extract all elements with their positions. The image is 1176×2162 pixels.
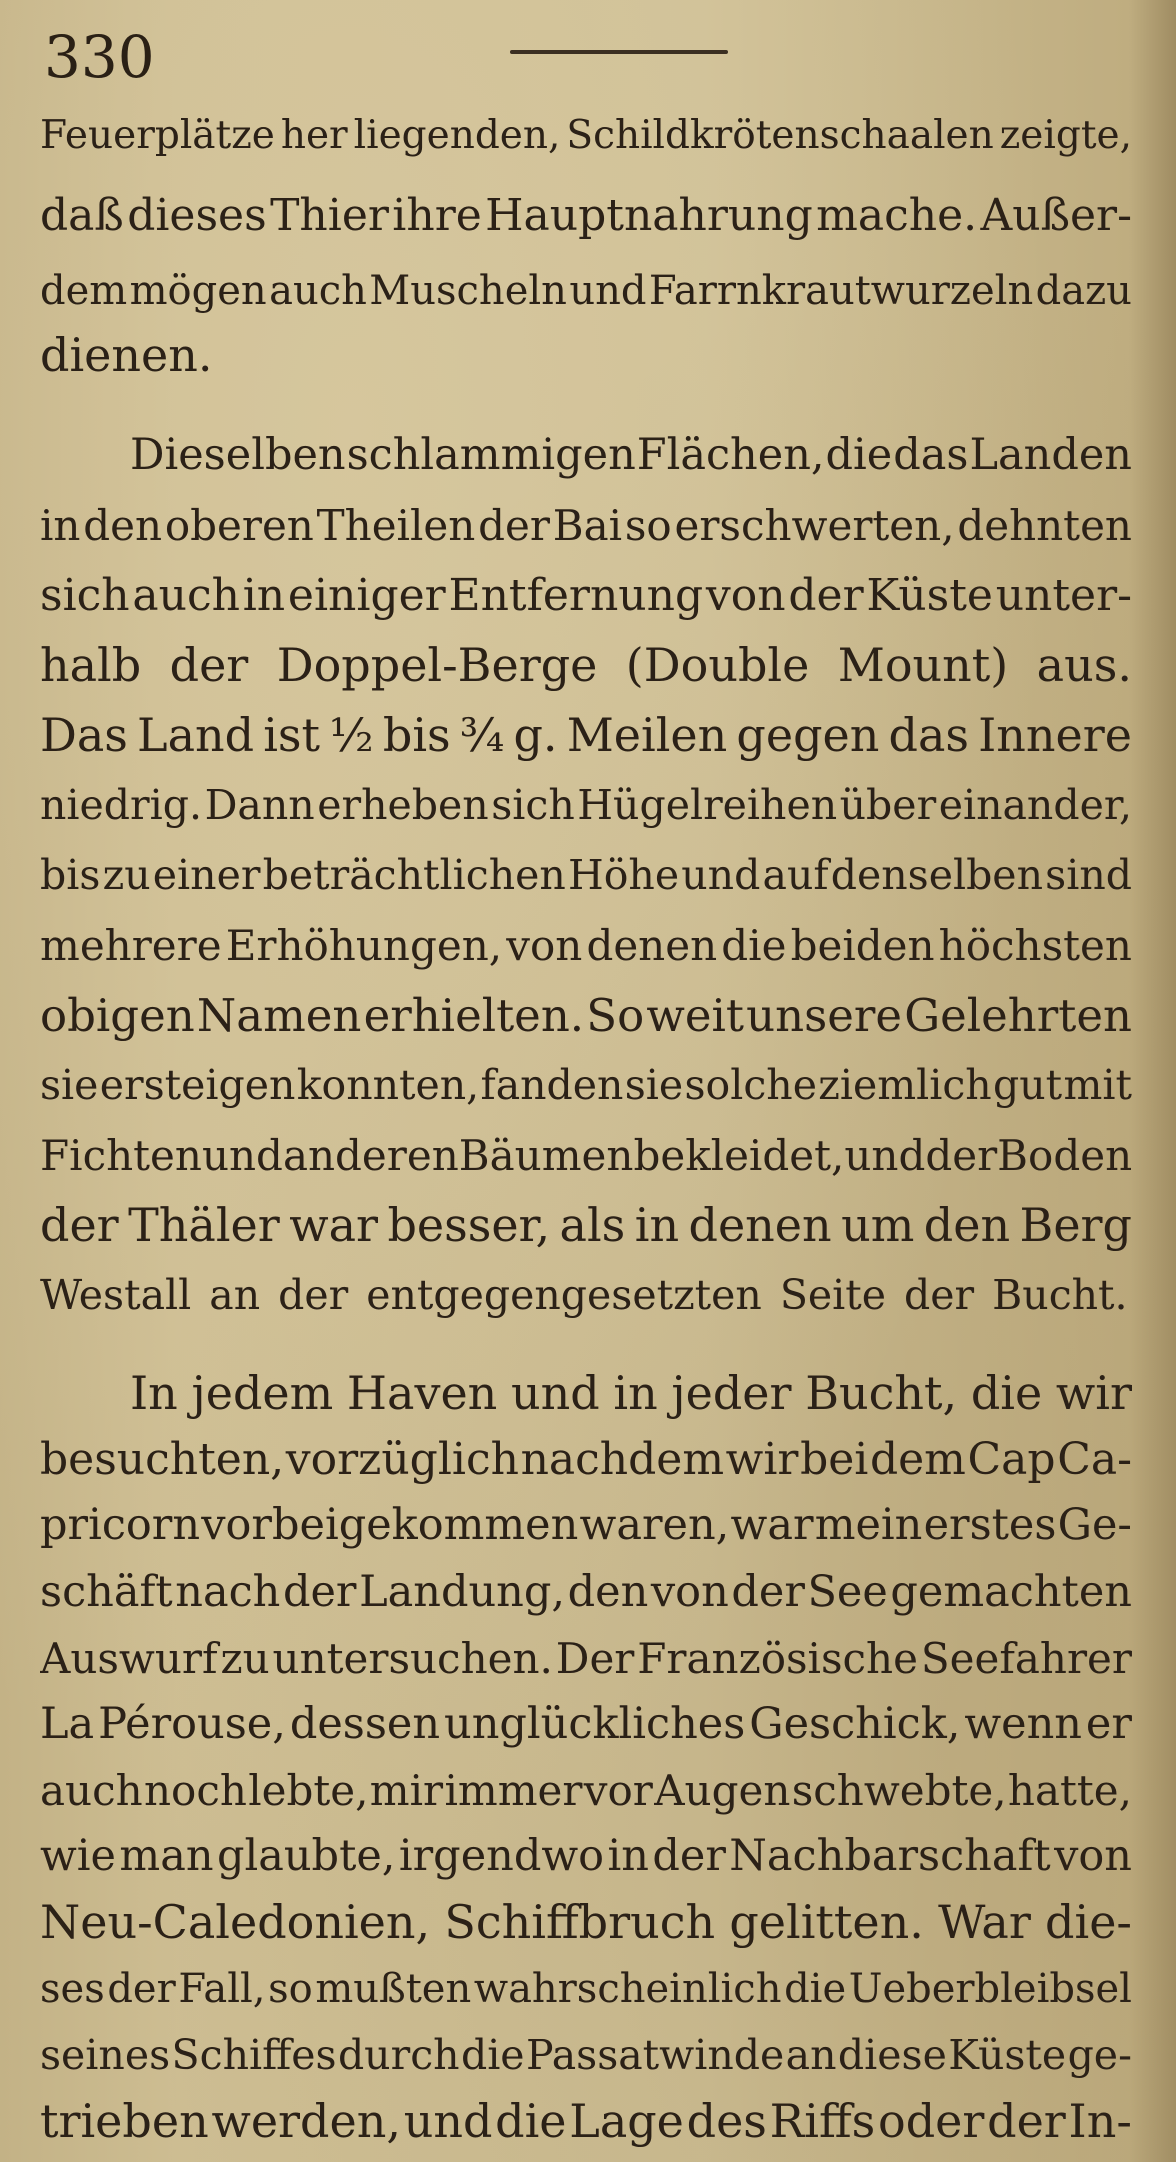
word: schwebte, (791, 1765, 1007, 1815)
word: Meilen (566, 708, 728, 762)
word: ½ (329, 708, 374, 762)
word: mir (369, 1765, 444, 1815)
word: Bucht. (992, 1271, 1128, 1319)
word: mehrere (40, 920, 222, 970)
word: als (559, 1198, 626, 1252)
word: entgegengesetzten (366, 1271, 762, 1319)
word: dem (40, 268, 128, 314)
word: auch (40, 1765, 143, 1815)
word: bis (382, 708, 451, 762)
word: dessen (289, 1699, 441, 1749)
word: so (624, 500, 672, 550)
word: oberen (164, 500, 314, 550)
word: der (169, 638, 249, 692)
word: sich (491, 781, 575, 829)
text-line (40, 2022, 1132, 2088)
text-line (40, 560, 1132, 630)
word: niedrig. (40, 781, 203, 829)
word: ¾ (459, 708, 505, 762)
word: Neu-Caledonien, (40, 1895, 431, 1949)
word: der (788, 569, 864, 621)
word: Thäler (128, 1198, 280, 1252)
word: beiden (790, 920, 935, 970)
word: daß (40, 189, 124, 241)
word: ziemlich (818, 1061, 992, 1109)
word: Dieselben (130, 430, 346, 480)
word: mein (814, 1500, 923, 1550)
word: bis (40, 851, 101, 899)
word: wir (725, 1433, 799, 1485)
word: einander, (938, 781, 1132, 829)
word: La (40, 1699, 95, 1749)
word: g. (513, 708, 558, 762)
word: wahrscheinlich (473, 1966, 782, 2012)
word: Dann (204, 781, 315, 829)
word: nachdem (520, 1433, 725, 1485)
word: Lage (569, 2094, 684, 2148)
text-line (40, 1757, 1132, 1823)
word: der (731, 1567, 805, 1617)
word: Doppel-Berge (276, 638, 598, 692)
word: die (970, 1366, 1043, 1420)
word: vorbeigekommen (201, 1500, 579, 1550)
word: die (721, 920, 787, 970)
word: Pérouse, (98, 1699, 286, 1749)
word: Schiffes (171, 2031, 337, 2079)
word: er (1085, 1699, 1132, 1749)
word: denen (586, 920, 718, 970)
word: konnten, (296, 1061, 480, 1109)
word: Innere (978, 708, 1132, 762)
word: dieses (127, 189, 267, 241)
word: den (567, 1567, 649, 1617)
text-line (40, 630, 1132, 700)
word: mußten (315, 1966, 472, 2012)
word: waren, (579, 1500, 730, 1550)
word: und (201, 1130, 283, 1180)
word: vor (583, 1765, 653, 1815)
word: war (730, 1500, 814, 1550)
word: Seefahrer (920, 1633, 1132, 1683)
word: Ueberbleibsel (848, 1966, 1132, 2012)
word: Berg (1019, 1198, 1132, 1252)
word: einiger (287, 569, 446, 621)
word: ge- (1067, 2031, 1132, 2079)
word: und (844, 1130, 926, 1180)
word: zu (220, 1633, 270, 1683)
word: der (987, 2094, 1066, 2148)
word: in (613, 1366, 658, 1420)
word: der (652, 1831, 726, 1881)
word: wenn (964, 1699, 1082, 1749)
text-line (40, 1823, 1132, 1889)
word: pricorn (40, 1500, 201, 1550)
word: unglückliches (444, 1699, 746, 1749)
text-line (40, 1426, 1132, 1492)
word: denen (688, 1198, 832, 1252)
word: schlammigen (346, 430, 636, 480)
word: Bucht, (805, 1366, 958, 1420)
word: über (839, 781, 937, 829)
word: der (282, 1567, 357, 1617)
word: und (403, 2094, 493, 2148)
text-line (40, 1956, 1132, 2022)
text-line (40, 256, 1132, 326)
word: Bai (552, 500, 623, 550)
word: Fichten (40, 1130, 202, 1180)
word: Landen (969, 430, 1132, 480)
word: dazu (1035, 268, 1132, 314)
word: trieben (40, 2094, 209, 2148)
word: die (460, 2031, 525, 2079)
word: her (280, 112, 348, 158)
word: erschwerten, (674, 500, 955, 550)
word: wir (1055, 1366, 1132, 1420)
word: den (83, 500, 163, 550)
word: anderen (282, 1130, 459, 1180)
word: Seite (779, 1271, 887, 1319)
word: und (681, 851, 761, 899)
word: unsere (746, 988, 903, 1042)
word: diese (837, 2031, 947, 2079)
word: das (893, 430, 969, 480)
word: Namen (196, 988, 362, 1042)
text-line (40, 490, 1132, 560)
word: Der (555, 1633, 635, 1683)
word: bekleidet, (633, 1130, 845, 1180)
word: erstes (923, 1500, 1057, 1550)
word: vorzüglich (285, 1433, 519, 1485)
word: nach (175, 1567, 281, 1617)
word: Französische (637, 1633, 918, 1683)
word: an (785, 2031, 837, 2079)
word: und (569, 268, 647, 314)
word: um (841, 1198, 915, 1252)
word: der (107, 1966, 176, 2012)
word: solche (684, 1061, 817, 1109)
word: dehnten (957, 500, 1132, 550)
text-line (40, 1120, 1132, 1190)
word: jedem (191, 1366, 334, 1420)
word: Höhe (567, 851, 680, 899)
word: einer (152, 851, 261, 899)
text-line (40, 180, 1132, 250)
word: Fall, (178, 1966, 266, 2012)
word: obigen (40, 988, 195, 1042)
word: sind (1045, 851, 1132, 899)
word: durch (337, 2031, 460, 2079)
word: liegenden, (353, 112, 561, 158)
word: Haven (346, 1366, 498, 1420)
word: erhielten. (363, 988, 585, 1042)
word: mit (1063, 1061, 1132, 1109)
word: der (40, 1198, 119, 1252)
word: des (686, 2094, 767, 2148)
header-rule (510, 50, 728, 54)
text-line (40, 840, 1132, 910)
word: Erhöhungen, (225, 920, 503, 970)
word: Passatwinde (525, 2031, 785, 2079)
word: von (1054, 1831, 1132, 1881)
word: man (119, 1831, 214, 1881)
word: hatte, (1007, 1765, 1132, 1815)
word: Land (137, 708, 255, 762)
word: Westall (40, 1271, 192, 1319)
word: zeigte, (999, 112, 1132, 158)
word: Thier (270, 189, 389, 241)
word: die (784, 1966, 847, 2012)
word: jeder (671, 1366, 792, 1420)
text-line (40, 1260, 1132, 1330)
word: Boden (997, 1130, 1132, 1180)
word: die (495, 2094, 567, 2148)
word: beträchtlichen (262, 851, 566, 899)
text-line (40, 1691, 1132, 1757)
word: werden, (211, 2094, 401, 2148)
word: irgendwo (398, 1831, 605, 1881)
word: (Double (625, 638, 810, 692)
word: der (904, 1271, 975, 1319)
word: Ca- (1057, 1433, 1132, 1485)
word: besser, (387, 1198, 551, 1252)
text-line (40, 1190, 1132, 1260)
word: die (825, 430, 893, 480)
text-line (40, 320, 1132, 390)
word: Entfernung (448, 569, 704, 621)
page-number: 330 (44, 23, 155, 91)
word: dienen. (40, 328, 213, 382)
text-line (40, 910, 1132, 980)
word: unter- (995, 569, 1132, 621)
word: und (510, 1366, 600, 1420)
word: erheben (317, 781, 489, 829)
word: Flächen, (636, 430, 825, 480)
word: sie (40, 1061, 99, 1109)
word: von (506, 920, 583, 970)
text-line (40, 1360, 1132, 1426)
word: Augen (654, 1765, 791, 1815)
word: dem (869, 1433, 966, 1485)
word: die- (1045, 1895, 1132, 1949)
word: Schiffbruch (444, 1895, 716, 1949)
word: In (130, 1366, 178, 1420)
word: war (289, 1198, 378, 1252)
word: aus. (1036, 638, 1132, 692)
word: Nachbarschaft (729, 1831, 1051, 1881)
text-line (40, 770, 1132, 840)
word: schäft (40, 1567, 173, 1617)
word: gemachten (890, 1567, 1132, 1617)
text-line (40, 1889, 1132, 1955)
text-line (40, 980, 1132, 1050)
text-line (40, 1559, 1132, 1625)
word: auch (132, 569, 240, 621)
word: von (705, 569, 786, 621)
word: seines (40, 2031, 171, 2079)
word: ersteigen (99, 1061, 296, 1109)
text-line (40, 1625, 1132, 1691)
word: den (923, 1198, 1011, 1252)
word: der (925, 1130, 998, 1180)
word: zu (102, 851, 151, 899)
word: Mount) (837, 638, 1009, 692)
word: untersuchen. (272, 1633, 553, 1683)
word: Feuerplätze (40, 112, 275, 158)
word: Riffs (769, 2094, 876, 2148)
word: in (607, 1831, 649, 1881)
text-line (40, 1050, 1132, 1120)
text-line (40, 700, 1132, 770)
word: denselben (830, 851, 1043, 899)
word: so (268, 1966, 313, 2012)
text-line (40, 100, 1132, 170)
word: ses (40, 1966, 105, 2012)
word: Schildkrötenschaalen (566, 112, 994, 158)
word: in (634, 1198, 680, 1252)
word: von (650, 1567, 729, 1617)
word: fanden (480, 1061, 624, 1109)
word: noch (143, 1765, 247, 1815)
word: Küste (866, 569, 993, 621)
word: an (209, 1271, 261, 1319)
word: das (888, 708, 969, 762)
word: auf (762, 851, 829, 899)
text-line (40, 2088, 1132, 2154)
word: halb (40, 638, 142, 692)
word: gelitten. (729, 1895, 924, 1949)
word: War (938, 1895, 1031, 1949)
word: Gelehrten (904, 988, 1132, 1042)
word: weit (646, 988, 744, 1042)
word: ist (263, 708, 321, 762)
text-line (40, 420, 1132, 490)
word: mache. (816, 189, 978, 241)
word: Bäumen (458, 1130, 634, 1180)
word: der (478, 500, 550, 550)
word: So (586, 988, 645, 1042)
word: lebte, (248, 1765, 369, 1815)
word: höchsten (938, 920, 1132, 970)
word: In- (1068, 2094, 1132, 2148)
word: wie (40, 1831, 117, 1881)
word: Landung, (359, 1567, 566, 1617)
word: Theilen (316, 500, 476, 550)
word: oder (878, 2094, 985, 2148)
text-line (40, 1492, 1132, 1558)
word: auch (269, 268, 367, 314)
word: der (278, 1271, 349, 1319)
word: Farrnkrautwurzeln (648, 268, 1034, 314)
word: ihre (392, 189, 482, 241)
word: bei (800, 1433, 869, 1485)
word: Ge- (1057, 1500, 1132, 1550)
word: gut (993, 1061, 1063, 1109)
word: Hügelreihen (577, 781, 838, 829)
word: Außer- (980, 189, 1132, 241)
word: immer (444, 1765, 583, 1815)
word: in (40, 500, 81, 550)
word: besuchten, (40, 1433, 285, 1485)
word: Geschick, (749, 1699, 961, 1749)
word: Das (40, 708, 128, 762)
word: sie (624, 1061, 684, 1109)
word: Auswurf (40, 1633, 218, 1683)
word: gegen (736, 708, 880, 762)
word: in (242, 569, 286, 621)
word: sich (40, 569, 130, 621)
word: mögen (129, 268, 267, 314)
word: Muscheln (369, 268, 567, 314)
word: Küste (948, 2031, 1067, 2079)
word: glaubte, (216, 1831, 396, 1881)
word: Hauptnahrung (485, 189, 813, 241)
word: Cap (967, 1433, 1056, 1485)
word: See (807, 1567, 888, 1617)
